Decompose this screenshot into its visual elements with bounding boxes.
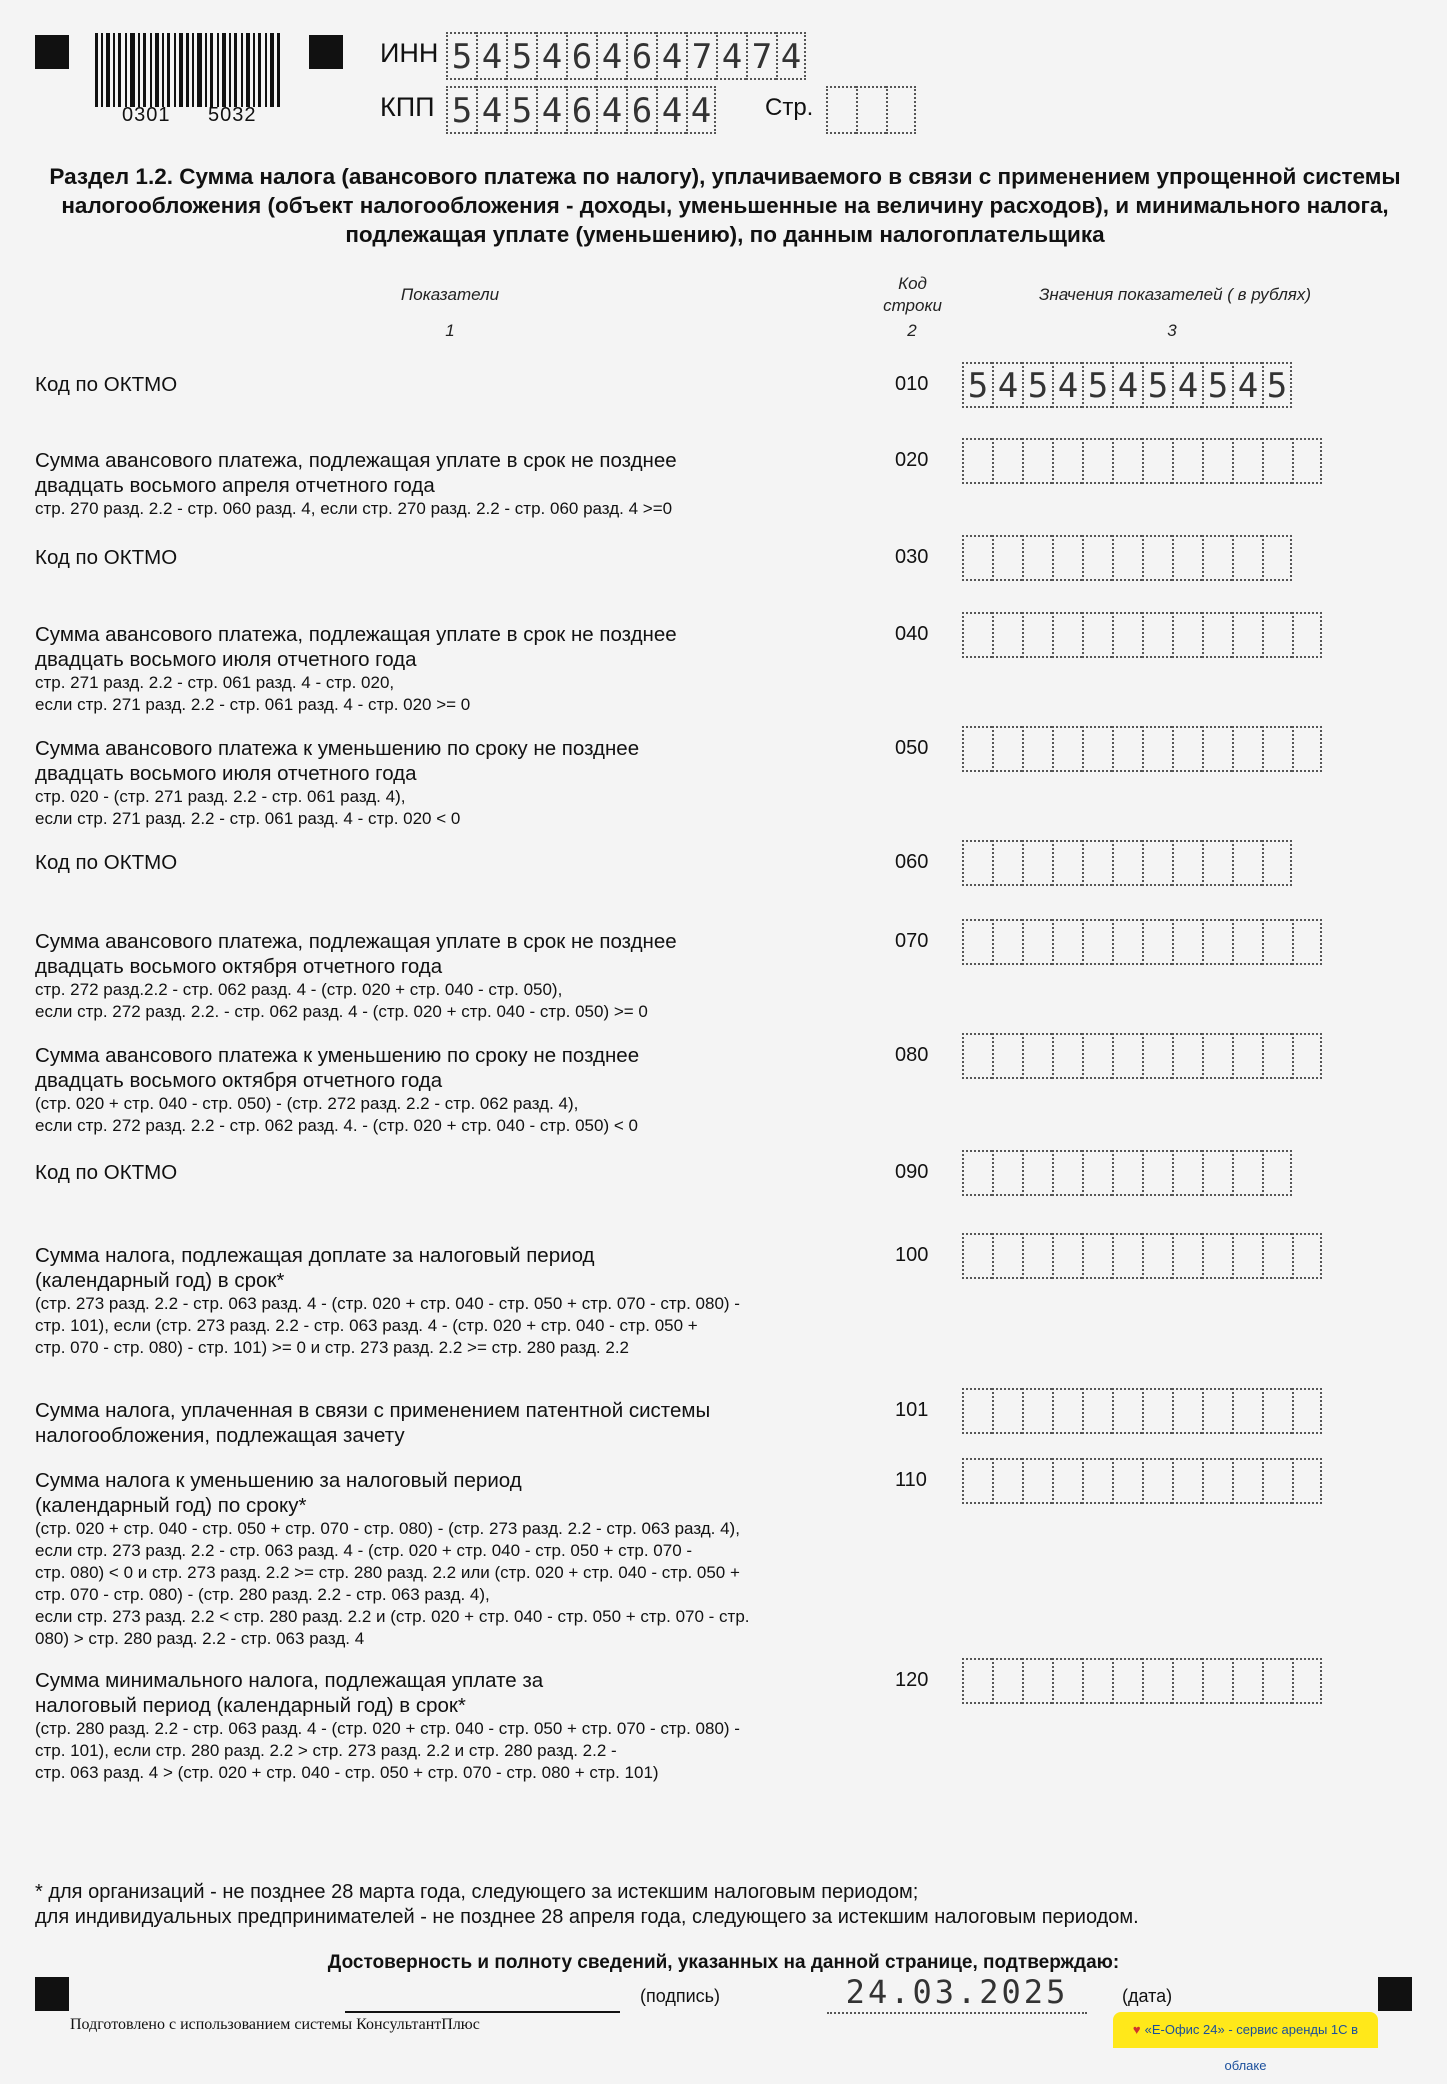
digit-cell[interactable] <box>1232 535 1262 581</box>
row-label-main: Код по ОКТМО <box>35 373 178 396</box>
digit-cell[interactable]: 6 <box>566 86 596 134</box>
corner-marker-bottom-left <box>35 1977 69 2011</box>
digit-cell[interactable] <box>1142 1033 1172 1079</box>
digit-cell[interactable] <box>1172 612 1202 658</box>
digit-cell[interactable]: 5 <box>506 32 536 80</box>
corner-marker-top-left <box>35 35 69 69</box>
row-value-cells-020[interactable] <box>962 438 1322 484</box>
digit-cell[interactable] <box>1142 1233 1172 1279</box>
digit-cell[interactable]: 4 <box>536 86 566 134</box>
digit-cell[interactable] <box>1262 612 1292 658</box>
digit-cell[interactable] <box>1052 919 1082 965</box>
digit-cell[interactable] <box>962 1458 992 1504</box>
digit-cell[interactable] <box>1202 438 1232 484</box>
digit-cell[interactable] <box>1022 1388 1052 1434</box>
digit-cell[interactable] <box>1172 919 1202 965</box>
digit-cell[interactable] <box>1292 1033 1322 1079</box>
row-label-030 <box>35 545 865 570</box>
digit-cell[interactable] <box>1202 535 1232 581</box>
column-number-1: 1 <box>445 321 455 340</box>
digit-cell[interactable] <box>1172 1150 1202 1196</box>
inn-cells[interactable] <box>446 32 806 80</box>
row-label-010 <box>35 372 865 397</box>
digit-cell[interactable] <box>1262 438 1292 484</box>
digit-cell[interactable] <box>1292 612 1322 658</box>
barcode-number-right: 5032 <box>208 104 257 126</box>
digit-cell[interactable] <box>1232 919 1262 965</box>
column-header-code-line2: строки <box>883 296 942 315</box>
digit-cell[interactable]: 5 <box>1082 362 1112 408</box>
row-value-cells-080[interactable] <box>962 1033 1322 1079</box>
digit-cell[interactable] <box>1112 438 1142 484</box>
digit-cell[interactable] <box>1052 438 1082 484</box>
section-title: Раздел 1.2. Сумма налога (авансового платежа по налогу), уплачиваемого в связи с применением упрощенной системы налогообложения (объект налогообложения - доходы, уменьшенные на величину расходов), и минимального налога, подлежащая уплате (уменьшению), по данным налогоплательщика <box>49 164 1401 247</box>
digit-cell[interactable] <box>1112 1033 1142 1079</box>
digit-cell[interactable]: 5 <box>962 362 992 408</box>
digit-cell[interactable]: 4 <box>476 86 506 134</box>
digit-cell[interactable] <box>1172 438 1202 484</box>
digit-cell[interactable] <box>1262 840 1292 886</box>
column-header-values: Значения показателей ( в рублях) <box>1038 285 1312 304</box>
digit-cell[interactable] <box>1052 1658 1082 1704</box>
row-label-formula: (стр. 280 разд. 2.2 - стр. 063 разд. 4 - (стр. 020 + стр. 040 - стр. 050 + стр. 070 - стр. 080) - стр. 101), если стр. 280 разд. 2.2 > стр. 273 разд. 2.2 и стр. 280 разд. 2.2 - стр. 063 разд. 4 > (стр. 020 + стр. 040 - стр. 050 + стр. 070 - стр. 080 + стр. 101) <box>35 1719 740 1782</box>
digit-cell[interactable] <box>992 1033 1022 1079</box>
digit-cell[interactable] <box>1172 1233 1202 1279</box>
row-code-030: 030 <box>895 546 929 568</box>
digit-cell[interactable] <box>992 1233 1022 1279</box>
promo-banner-text: «Е-Офис 24» - сервис аренды 1С в облаке <box>1144 2022 1359 2073</box>
digit-cell[interactable] <box>1202 1233 1232 1279</box>
row-value-cells-060[interactable] <box>962 840 1292 886</box>
digit-cell[interactable] <box>1052 1150 1082 1196</box>
inn-label: ИНН <box>380 38 439 68</box>
digit-cell[interactable] <box>1172 726 1202 772</box>
digit-cell[interactable] <box>1052 726 1082 772</box>
corner-marker-top-middle <box>309 35 343 69</box>
row-label-formula: (стр. 020 + стр. 040 - стр. 050 + стр. 070 - стр. 080) - (стр. 273 разд. 2.2 - стр. 063 разд. 4), если стр. 273 разд. 2.2 - стр. 063 разд. 4 - (стр. 020 + стр. 040 - стр. 050 + стр. 070 - стр. 080) < 0 и стр. 273 разд. 2.2 >= стр. 280 разд. 2.2 или (стр. 020 + стр. 040 - стр. 050 + стр. 070 - стр. 080) - (стр. 280 разд. 2.2 - стр. 063 разд. 4), если стр. 273 разд. 2.2 < стр. 280 разд. 2.2 и (стр. 020 + стр. 040 - стр. 050 + стр. 070 - стр. 080) > стр. 280 разд. 2.2 - стр. 063 разд. 4 <box>35 1519 750 1648</box>
digit-cell[interactable]: 6 <box>566 32 596 80</box>
prepared-with-text: Подготовлено с использованием системы КонсультантПлюс <box>70 2016 480 2033</box>
digit-cell[interactable] <box>1022 1458 1052 1504</box>
digit-cell[interactable] <box>1022 535 1052 581</box>
footnote: * для организаций - не позднее 28 марта года, следующего за истекшим налоговым периодом; для индивидуальных предпринимателей - не позднее 28 апреля года, следующего за истекшим налоговым периодом. <box>35 1881 1139 1928</box>
digit-cell[interactable] <box>1262 1150 1292 1196</box>
row-label-060 <box>35 850 865 875</box>
digit-cell[interactable] <box>1112 535 1142 581</box>
row-value-cells-100[interactable] <box>962 1233 1322 1279</box>
row-value-cells-110[interactable] <box>962 1458 1322 1504</box>
column-number-3: 3 <box>1167 321 1177 340</box>
digit-cell[interactable] <box>962 726 992 772</box>
digit-cell[interactable] <box>1082 1150 1112 1196</box>
digit-cell[interactable] <box>1172 1033 1202 1079</box>
digit-cell[interactable] <box>1082 919 1112 965</box>
digit-cell[interactable] <box>1202 1033 1232 1079</box>
digit-cell[interactable] <box>962 919 992 965</box>
digit-cell[interactable] <box>1172 1658 1202 1704</box>
digit-cell[interactable] <box>1022 1658 1052 1704</box>
digit-cell[interactable] <box>1262 1033 1292 1079</box>
heart-icon: ♥ <box>1132 2022 1141 2037</box>
digit-cell[interactable] <box>992 1388 1022 1434</box>
digit-cell[interactable]: 5 <box>1022 362 1052 408</box>
corner-marker-bottom-right <box>1378 1977 1412 2011</box>
digit-cell[interactable] <box>1292 1233 1322 1279</box>
digit-cell[interactable] <box>1202 726 1232 772</box>
barcode-number-left: 0301 <box>122 104 171 126</box>
digit-cell[interactable] <box>1202 612 1232 658</box>
kpp-cells[interactable] <box>446 86 716 134</box>
row-code-110: 110 <box>895 1469 927 1491</box>
digit-cell[interactable]: 7 <box>686 32 716 80</box>
digit-cell[interactable] <box>1292 1658 1322 1704</box>
row-code-010: 010 <box>895 373 929 395</box>
row-code-050: 050 <box>895 737 929 759</box>
digit-cell[interactable] <box>1202 1458 1232 1504</box>
digit-cell[interactable] <box>1172 1458 1202 1504</box>
row-value-cells-101[interactable] <box>962 1388 1322 1434</box>
digit-cell[interactable] <box>1142 1388 1172 1434</box>
digit-cell[interactable] <box>1142 535 1172 581</box>
digit-cell[interactable] <box>826 86 856 134</box>
digit-cell[interactable] <box>1232 1458 1262 1504</box>
row-label-100 <box>35 1243 865 1359</box>
row-value-cells-120[interactable] <box>962 1658 1322 1704</box>
digit-cell[interactable] <box>962 438 992 484</box>
row-label-main: Сумма авансового платежа, подлежащая уплате в срок не позднее двадцать восьмого июля отчетного года <box>35 623 677 671</box>
row-code-070: 070 <box>895 930 929 952</box>
row-label-120 <box>35 1668 865 1784</box>
column-number-2: 2 <box>907 321 917 340</box>
digit-cell[interactable] <box>1142 840 1172 886</box>
row-code-040: 040 <box>895 623 929 645</box>
digit-cell[interactable] <box>1082 1033 1112 1079</box>
digit-cell[interactable]: 7 <box>746 32 776 80</box>
row-label-main: Сумма налога, подлежащая доплате за налоговый период (календарный год) в срок* <box>35 1244 595 1292</box>
row-label-020 <box>35 448 865 520</box>
digit-cell[interactable] <box>992 438 1022 484</box>
digit-cell[interactable]: 4 <box>1052 362 1082 408</box>
digit-cell[interactable] <box>1262 1658 1292 1704</box>
digit-cell[interactable]: 4 <box>1112 362 1142 408</box>
row-label-formula: (стр. 273 разд. 2.2 - стр. 063 разд. 4 - (стр. 020 + стр. 040 - стр. 050 + стр. 070 - стр. 080) - стр. 101), если (стр. 273 разд. 2.2 - стр. 063 разд. 4 - (стр. 020 + стр. 040 - стр. 050 + стр. 070 - стр. 080) - стр. 101) >= 0 и стр. 273 разд. 2.2 >= стр. 280 разд. 2.2 <box>35 1294 740 1357</box>
digit-cell[interactable] <box>1172 1388 1202 1434</box>
row-code-060: 060 <box>895 851 929 873</box>
digit-cell[interactable] <box>1232 612 1262 658</box>
digit-cell[interactable] <box>1082 438 1112 484</box>
digit-cell[interactable] <box>1082 726 1112 772</box>
barcode <box>95 33 280 107</box>
row-label-main: Код по ОКТМО <box>35 546 178 569</box>
digit-cell[interactable]: 4 <box>1232 362 1262 408</box>
digit-cell[interactable] <box>1082 612 1112 658</box>
row-value-cells-090[interactable] <box>962 1150 1292 1196</box>
signature-label: (подпись) <box>640 1986 721 2006</box>
digit-cell[interactable] <box>886 86 916 134</box>
digit-cell[interactable]: 6 <box>626 86 656 134</box>
row-code-020: 020 <box>895 449 929 471</box>
digit-cell[interactable] <box>962 1388 992 1434</box>
row-code-100: 100 <box>895 1244 929 1266</box>
confirmation-text: Достоверность и полноту сведений, указанных на данной странице, подтверждаю: <box>327 1952 1120 1973</box>
column-header-code <box>870 273 955 317</box>
digit-cell[interactable] <box>1262 535 1292 581</box>
page-label: Стр. <box>765 94 814 121</box>
signature-line[interactable] <box>345 2011 620 2013</box>
date-field[interactable]: 24.03.2025 <box>827 1972 1087 2014</box>
digit-cell[interactable] <box>1142 1658 1172 1704</box>
digit-cell[interactable] <box>1082 1388 1112 1434</box>
digit-cell[interactable] <box>1082 840 1112 886</box>
digit-cell[interactable] <box>1142 919 1172 965</box>
digit-cell[interactable] <box>1142 1458 1172 1504</box>
kpp-label: КПП <box>380 92 435 122</box>
row-value-cells-030[interactable] <box>962 535 1292 581</box>
row-value-cells-010[interactable] <box>962 362 1292 408</box>
digit-cell[interactable]: 4 <box>1172 362 1202 408</box>
row-label-main: Сумма минимального налога, подлежащая уплате за налоговый период (календарный год) в срок* <box>35 1669 544 1717</box>
digit-cell[interactable] <box>992 1658 1022 1704</box>
digit-cell[interactable] <box>1292 1388 1322 1434</box>
row-label-040 <box>35 622 865 716</box>
row-label-050 <box>35 736 865 830</box>
row-label-formula: (стр. 020 + стр. 040 - стр. 050) - (стр. 272 разд. 2.2 - стр. 062 разд. 4), если стр. 272 разд. 2.2 - стр. 062 разд. 4. - (стр. 020 + стр. 040 - стр. 050) < 0 <box>35 1094 638 1135</box>
row-label-formula: стр. 272 разд.2.2 - стр. 062 разд. 4 - (стр. 020 + стр. 040 - стр. 050), если стр. 272 разд. 2.2. - стр. 062 разд. 4 - (стр. 020 + стр. 040 - стр. 050) >= 0 <box>35 980 648 1021</box>
digit-cell[interactable]: 4 <box>686 86 716 134</box>
digit-cell[interactable] <box>1082 535 1112 581</box>
row-label-070 <box>35 929 865 1023</box>
row-value-cells-070[interactable] <box>962 919 1322 965</box>
row-label-main: Сумма авансового платежа к уменьшению по сроку не позднее двадцать восьмого октября отчетного года <box>35 1044 640 1092</box>
digit-cell[interactable] <box>1052 1458 1082 1504</box>
row-code-080: 080 <box>895 1044 929 1066</box>
digit-cell[interactable] <box>992 840 1022 886</box>
digit-cell[interactable] <box>1022 1033 1052 1079</box>
digit-cell[interactable]: 4 <box>656 32 686 80</box>
digit-cell[interactable] <box>992 1458 1022 1504</box>
digit-cell[interactable] <box>1172 840 1202 886</box>
digit-cell[interactable] <box>1112 919 1142 965</box>
digit-cell[interactable] <box>856 86 886 134</box>
digit-cell[interactable] <box>1232 1150 1262 1196</box>
date-label: (дата) <box>1122 1986 1173 2006</box>
digit-cell[interactable] <box>1022 919 1052 965</box>
digit-cell[interactable]: 5 <box>1142 362 1172 408</box>
digit-cell[interactable] <box>962 1658 992 1704</box>
digit-cell[interactable] <box>1202 1658 1232 1704</box>
digit-cell[interactable] <box>1052 1033 1082 1079</box>
digit-cell[interactable] <box>1232 438 1262 484</box>
digit-cell[interactable] <box>1052 840 1082 886</box>
digit-cell[interactable] <box>992 1150 1022 1196</box>
digit-cell[interactable]: 4 <box>716 32 746 80</box>
row-label-formula: стр. 271 разд. 2.2 - стр. 061 разд. 4 - стр. 020, если стр. 271 разд. 2.2 - стр. 061 разд. 4 - стр. 020 >= 0 <box>35 673 471 714</box>
digit-cell[interactable] <box>1142 612 1172 658</box>
digit-cell[interactable] <box>1082 1458 1112 1504</box>
row-value-cells-040[interactable] <box>962 612 1322 658</box>
digit-cell[interactable]: 5 <box>1262 362 1292 408</box>
digit-cell[interactable]: 4 <box>776 32 806 80</box>
digit-cell[interactable]: 6 <box>626 32 656 80</box>
digit-cell[interactable] <box>1022 612 1052 658</box>
digit-cell[interactable] <box>1262 726 1292 772</box>
row-label-110 <box>35 1468 865 1650</box>
digit-cell[interactable] <box>1292 1458 1322 1504</box>
digit-cell[interactable] <box>1262 1458 1292 1504</box>
digit-cell[interactable] <box>962 612 992 658</box>
digit-cell[interactable] <box>962 535 992 581</box>
row-label-main: Код по ОКТМО <box>35 851 178 874</box>
digit-cell[interactable]: 5 <box>506 86 536 134</box>
digit-cell[interactable] <box>1112 726 1142 772</box>
row-label-main: Сумма авансового платежа к уменьшению по сроку не позднее двадцать восьмого июля отчетного года <box>35 737 640 785</box>
digit-cell[interactable]: 4 <box>536 32 566 80</box>
digit-cell[interactable] <box>992 612 1022 658</box>
digit-cell[interactable] <box>1142 726 1172 772</box>
digit-cell[interactable] <box>1052 535 1082 581</box>
digit-cell[interactable] <box>1292 919 1322 965</box>
row-code-120: 120 <box>895 1669 929 1691</box>
digit-cell[interactable] <box>1202 840 1232 886</box>
digit-cell[interactable] <box>1232 1388 1262 1434</box>
digit-cell[interactable]: 5 <box>446 32 476 80</box>
digit-cell[interactable] <box>1112 1658 1142 1704</box>
digit-cell[interactable] <box>1292 438 1322 484</box>
digit-cell[interactable]: 4 <box>992 362 1022 408</box>
digit-cell[interactable] <box>1112 840 1142 886</box>
digit-cell[interactable] <box>1262 1388 1292 1434</box>
digit-cell[interactable] <box>1202 1388 1232 1434</box>
digit-cell[interactable] <box>962 1033 992 1079</box>
digit-cell[interactable]: 4 <box>596 86 626 134</box>
promo-banner[interactable] <box>1113 2012 1378 2073</box>
row-label-101 <box>35 1398 865 1448</box>
digit-cell[interactable] <box>962 1233 992 1279</box>
digit-cell[interactable]: 4 <box>656 86 686 134</box>
digit-cell[interactable] <box>992 726 1022 772</box>
digit-cell[interactable] <box>1052 1388 1082 1434</box>
digit-cell[interactable] <box>1172 535 1202 581</box>
digit-cell[interactable] <box>1112 1458 1142 1504</box>
digit-cell[interactable] <box>992 535 1022 581</box>
row-value-cells-050[interactable] <box>962 726 1322 772</box>
row-code-101: 101 <box>895 1399 929 1421</box>
digit-cell[interactable] <box>1232 1658 1262 1704</box>
digit-cell[interactable] <box>1112 1150 1142 1196</box>
digit-cell[interactable]: 4 <box>476 32 506 80</box>
digit-cell[interactable] <box>1022 438 1052 484</box>
digit-cell[interactable] <box>1232 840 1262 886</box>
digit-cell[interactable] <box>1022 840 1052 886</box>
page-number-cells[interactable] <box>826 86 916 134</box>
digit-cell[interactable] <box>1142 1150 1172 1196</box>
row-label-main: Код по ОКТМО <box>35 1161 178 1184</box>
digit-cell[interactable] <box>1082 1233 1112 1279</box>
digit-cell[interactable] <box>1052 1233 1082 1279</box>
row-label-formula: стр. 020 - (стр. 271 разд. 2.2 - стр. 061 разд. 4), если стр. 271 разд. 2.2 - стр. 061 разд. 4 - стр. 020 < 0 <box>35 787 461 828</box>
digit-cell[interactable]: 5 <box>446 86 476 134</box>
digit-cell[interactable] <box>1232 1233 1262 1279</box>
column-header-indicators: Показатели <box>400 285 500 304</box>
row-label-main: Сумма налога к уменьшению за налоговый период (календарный год) по сроку* <box>35 1469 522 1517</box>
digit-cell[interactable] <box>1022 1150 1052 1196</box>
digit-cell[interactable] <box>1292 726 1322 772</box>
digit-cell[interactable] <box>1142 438 1172 484</box>
digit-cell[interactable] <box>1202 1150 1232 1196</box>
digit-cell[interactable] <box>1082 1658 1112 1704</box>
digit-cell[interactable]: 5 <box>1202 362 1232 408</box>
row-label-main: Сумма авансового платежа, подлежащая уплате в срок не позднее двадцать восьмого апреля отчетного года <box>35 449 677 497</box>
digit-cell[interactable] <box>992 919 1022 965</box>
row-label-080 <box>35 1043 865 1137</box>
digit-cell[interactable] <box>1262 1233 1292 1279</box>
row-label-090 <box>35 1160 865 1185</box>
digit-cell[interactable] <box>1022 1233 1052 1279</box>
digit-cell[interactable]: 4 <box>596 32 626 80</box>
digit-cell[interactable] <box>1022 726 1052 772</box>
row-label-main: Сумма налога, уплаченная в связи с применением патентной системы налогообложения, подлежащая зачету <box>35 1399 711 1447</box>
digit-cell[interactable] <box>1202 919 1232 965</box>
digit-cell[interactable] <box>962 1150 992 1196</box>
digit-cell[interactable] <box>1112 1233 1142 1279</box>
digit-cell[interactable] <box>1232 726 1262 772</box>
digit-cell[interactable] <box>1232 1033 1262 1079</box>
digit-cell[interactable] <box>1112 1388 1142 1434</box>
column-header-code-line1: Код <box>898 274 927 293</box>
digit-cell[interactable] <box>1112 612 1142 658</box>
row-label-main: Сумма авансового платежа, подлежащая уплате в срок не позднее двадцать восьмого октября отчетного года <box>35 930 677 978</box>
digit-cell[interactable] <box>1052 612 1082 658</box>
row-code-090: 090 <box>895 1161 929 1183</box>
digit-cell[interactable] <box>1262 919 1292 965</box>
digit-cell[interactable] <box>962 840 992 886</box>
row-label-formula: стр. 270 разд. 2.2 - стр. 060 разд. 4, если стр. 270 разд. 2.2 - стр. 060 разд. 4 >=0 <box>35 499 673 518</box>
